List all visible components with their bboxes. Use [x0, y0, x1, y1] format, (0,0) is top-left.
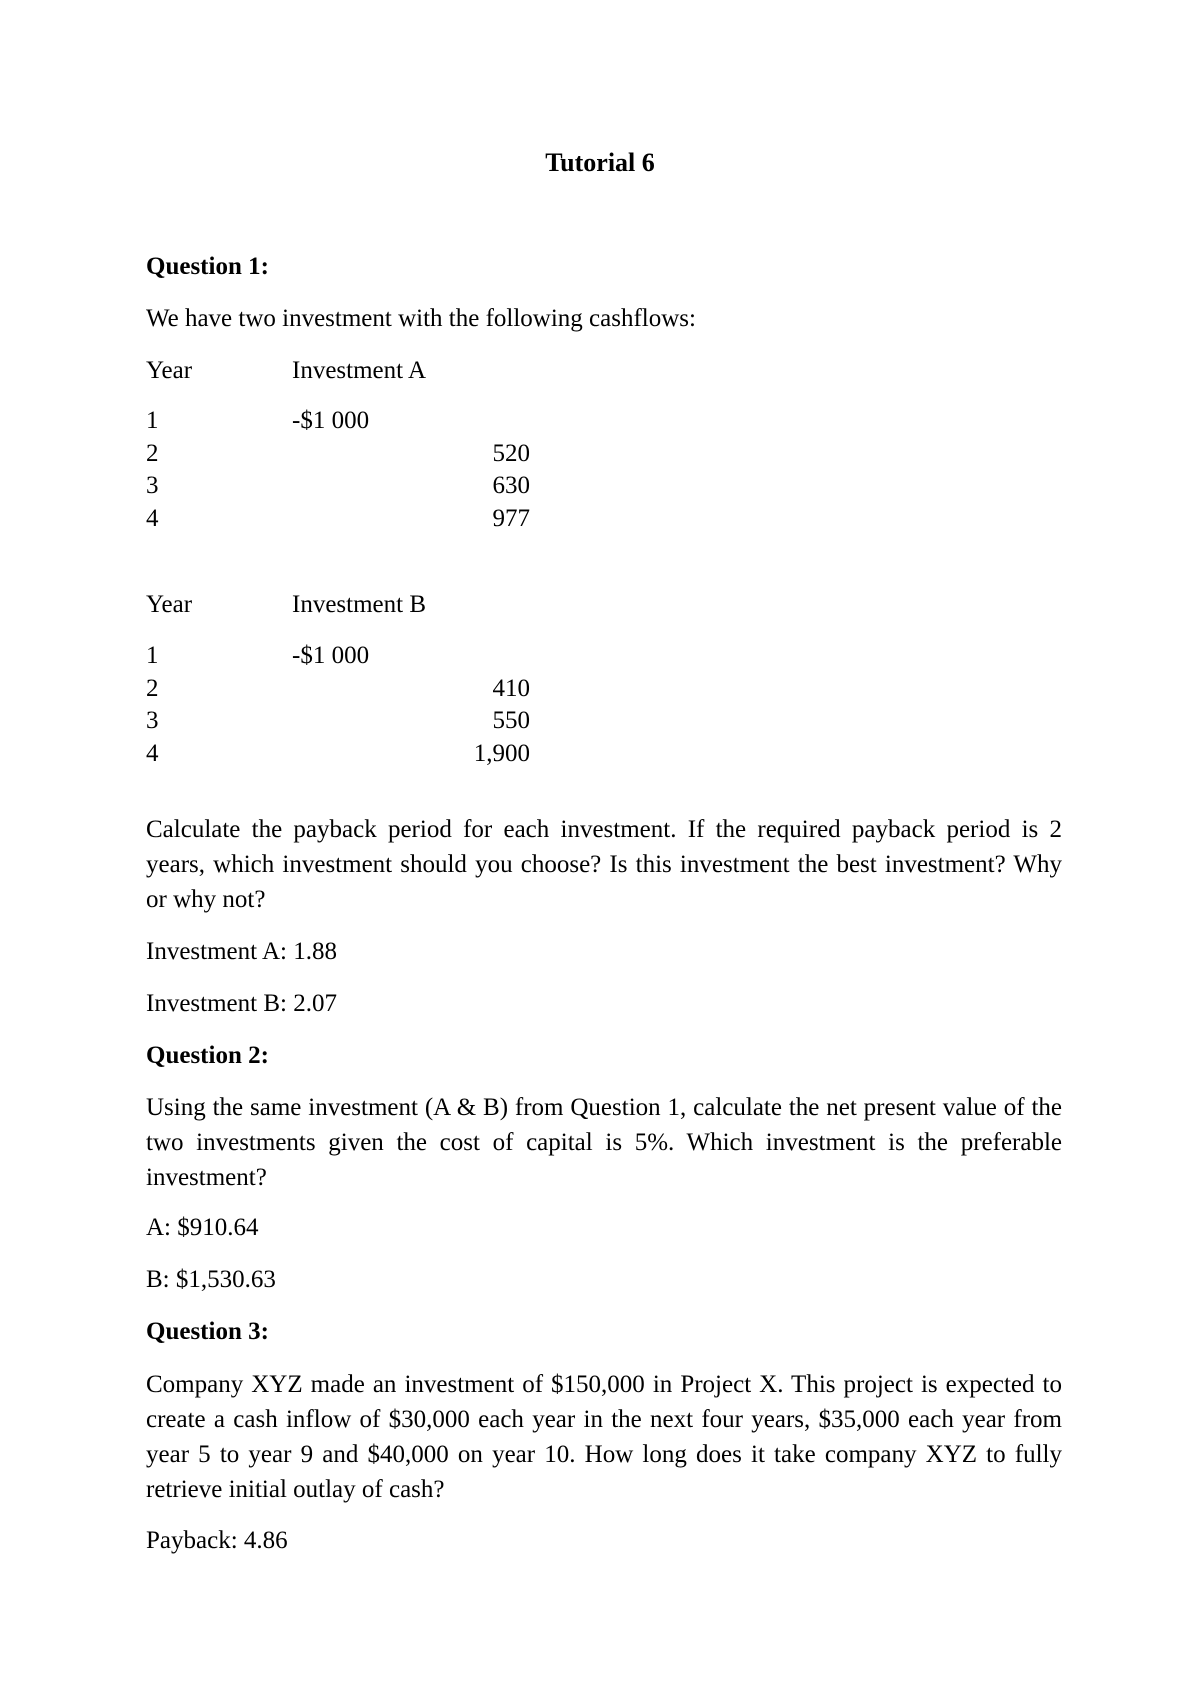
table-b-year-header: Year — [146, 591, 193, 618]
table-cell-value: -$1 000 — [292, 407, 370, 434]
question-2-answer-b: B: $1,530.63 — [146, 1266, 276, 1293]
table-row — [146, 504, 530, 538]
table-cell-value: -$1 000 — [292, 642, 370, 669]
table-cell-value: 630 — [492, 472, 530, 499]
table-cell-year: 3 — [146, 707, 159, 734]
table-cell-value: 1,900 — [473, 739, 530, 767]
table-row — [146, 472, 530, 505]
table-a-rows — [146, 407, 530, 537]
table-a-investment-header: Investment A — [292, 357, 427, 384]
table-row — [146, 674, 530, 708]
question-1-heading: Question 1: — [146, 253, 269, 280]
question-2-prompt: Using the same investment (A & B) from Question 1, calculate the net present value of the two investments given the cost of capital is 5%. Which investment is the preferable investment? — [146, 1094, 1062, 1191]
question-3-prompt: Company XYZ made an investment of $150,000 in Project X. This project is expected to create a cash inflow of $30,000 each year in the next four years, $35,000 each year from year 5 to year 9 and $40,000 on year 10. How long does it take company XYZ to fully retrieve initial outlay of cash? — [146, 1371, 1062, 1503]
document-title: Tutorial 6 — [545, 148, 655, 177]
table-cell-year: 4 — [146, 504, 159, 532]
question-1-intro: We have two investment with the following cashflows: — [146, 305, 696, 332]
table-row — [146, 707, 530, 740]
question-1-answer-b: Investment B: 2.07 — [146, 990, 337, 1017]
question-2-heading: Question 2: — [146, 1042, 269, 1069]
table-row — [146, 642, 446, 675]
table-cell-value: 550 — [492, 707, 530, 734]
table-row — [146, 407, 446, 440]
table-cell-year: 3 — [146, 472, 159, 499]
question-3-answer: Payback: 4.86 — [146, 1527, 288, 1554]
table-cell-value: 410 — [492, 674, 530, 702]
question-3-heading: Question 3: — [146, 1318, 269, 1345]
question-1-prompt: Calculate the payback period for each investment. If the required payback period is 2 years, which investment should you choose? Is this investment the best investment? Why or why not? — [146, 816, 1062, 913]
question-1-answer-a: Investment A: 1.88 — [146, 938, 337, 965]
table-b-investment-header: Investment B — [292, 591, 427, 618]
table-cell-year: 4 — [146, 739, 159, 767]
table-a-year-header: Year — [146, 357, 193, 384]
question-2-answer-a: A: $910.64 — [146, 1214, 259, 1241]
table-cell-year: 1 — [146, 407, 159, 434]
table-b-rows — [146, 642, 530, 772]
table-cell-value: 977 — [492, 504, 530, 532]
table-row — [146, 739, 530, 773]
table-cell-year: 2 — [146, 674, 159, 702]
table-cell-year: 2 — [146, 439, 159, 467]
table-row — [146, 439, 530, 473]
table-cell-year: 1 — [146, 642, 159, 669]
table-cell-value: 520 — [492, 439, 530, 467]
